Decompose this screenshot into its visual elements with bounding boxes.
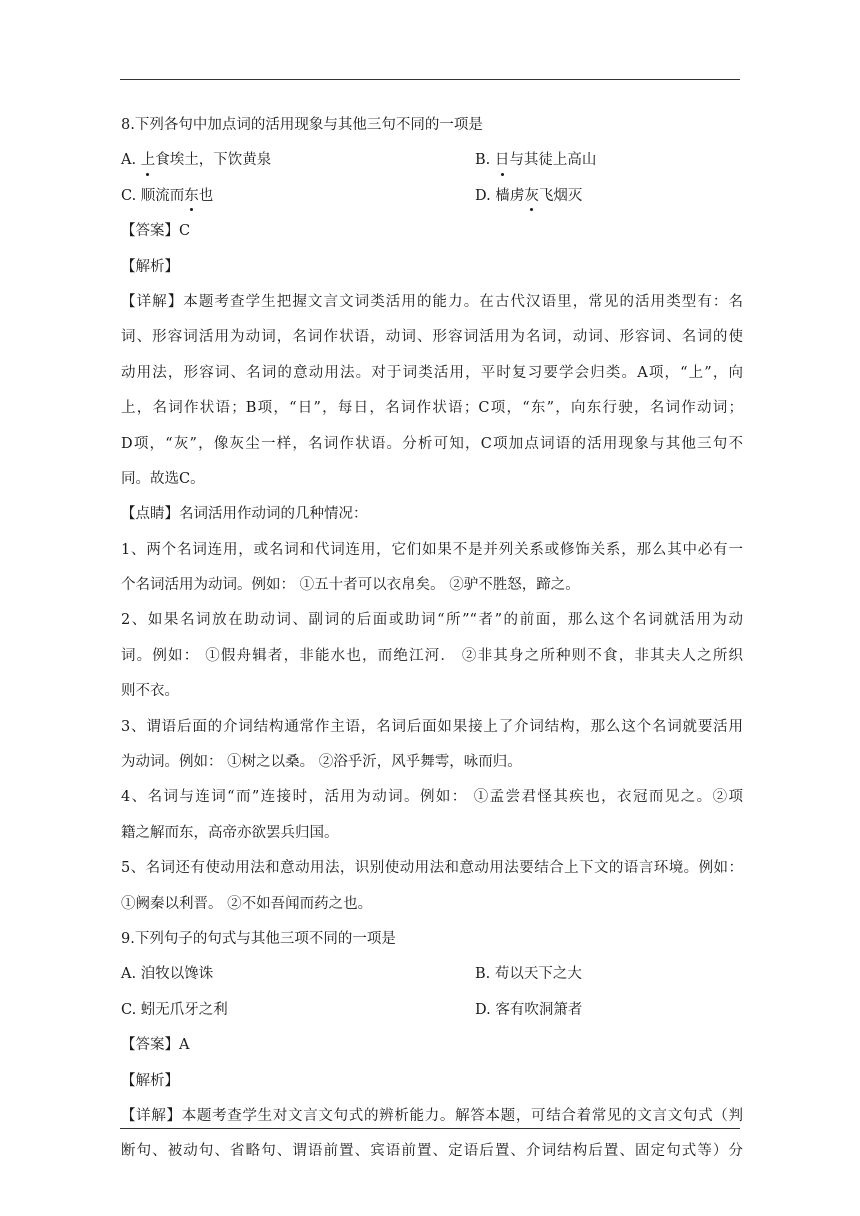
- q8-stem: 8.下列各句中加点词的活用现象与其他三句不同的一项是: [121, 117, 483, 133]
- q8-analysis-heading: 【解析】: [121, 258, 179, 275]
- q8-answer: 【答案】C: [121, 223, 191, 240]
- dotted-word: 灰: [524, 179, 539, 214]
- q8-option-a: A. 上食埃土，下饮黄泉: [121, 143, 475, 178]
- header-rule: [120, 79, 740, 80]
- q8-tips-line: 5、名词还有使动用法和意动用法，识别使动用法和意动用法要结合上下文的语言环境。例如：: [121, 860, 743, 877]
- q8-detail-line: 动用法，形容词、名词的意动用法。对于词类活用，平时复习要学会归类。A项，“上”，向: [121, 364, 743, 381]
- q8-tips-line: 词。例如： ①假舟辑者，非能水也，而绝江河． ②非其身之所种则不食，非其夫人之所织: [121, 647, 743, 664]
- q8-tips-line: 4、名词与连词“而”连接时，活用为动词。例如： ①孟尝君怪其疾也，衣冠而见之。②项: [121, 789, 743, 806]
- dotted-word: 东: [184, 179, 199, 214]
- q8-detail-line: 【详解】本题考查学生把握文言文词类活用的能力。在古代汉语里，常见的活用类型有：名: [121, 293, 743, 310]
- q8-tips-line: 为动词。例如： ①树之以桑。 ②浴乎沂，风乎舞雩，咏而归。: [121, 754, 522, 771]
- q9-options-row-2: [121, 993, 743, 1028]
- q8-detail-line: D项，“灰”，像灰尘一样，名词作状语。分析可知，C项加点词语的活用现象与其他三句不: [121, 435, 743, 452]
- q9-option-d: D. 客有吹洞箫者: [475, 1001, 583, 1018]
- q8-option-c: C. 顺流而东也: [121, 179, 475, 214]
- q9-detail-line: 断句、被动句、省略句、谓语前置、宾语前置、定语后置、介词结构后置、固定句式等）分: [121, 1143, 743, 1160]
- dotted-word: 日: [495, 143, 510, 178]
- q8-options-row-2: [121, 179, 743, 214]
- q9-detail-line: 【详解】本题考查学生对文言文句式的辨析能力。解答本题，可结合着常见的文言文句式（判: [121, 1107, 743, 1124]
- q8-option-b: B. 日与其徒上高山: [475, 143, 596, 178]
- q9-option-a: A. 洎牧以馋诛: [121, 966, 214, 983]
- q8-tips-line: ①阙秦以利晋。 ②不如吾闻而药之也。: [121, 895, 373, 912]
- q8-tips-line: 1、两个名词连用，或名词和代词连用，它们如果不是并列关系或修饰关系，那么其中必有一: [121, 541, 743, 558]
- q8-detail-line: 词、形容词活用为动词，名词作状语，动词、形容词活用为名词，动词、形容词、名词的使: [121, 329, 743, 346]
- dotted-word: 上: [141, 143, 156, 178]
- q9-analysis-heading: 【解析】: [121, 1072, 179, 1089]
- q9-option-b: B. 苟以天下之大: [475, 966, 582, 983]
- q8-tips-heading: 【点睛】名词活用作动词的几种情况：: [121, 506, 368, 523]
- document-body: [121, 108, 743, 1170]
- q9-stem: 9.下列句子的句式与其他三项不同的一项是: [121, 930, 396, 947]
- q8-tips-line: 2、如果名词放在助动词、副词的后面或助词“所”“者”的前面，那么这个名词就活用为动: [121, 612, 743, 629]
- q8-option-d: D. 樯虏灰飞烟灭: [475, 179, 582, 214]
- q8-detail-line: 同。故选C。: [121, 470, 205, 487]
- footer-rule: [120, 1128, 740, 1129]
- q8-tips-line: 3、谓语后面的介词结构通常作主语，名词后面如果接上了介词结构，那么这个名词就要活用: [121, 718, 743, 735]
- q9-option-c: C. 蚓无爪牙之利: [121, 1001, 228, 1018]
- q9-options-row-1: [121, 957, 743, 992]
- q8-tips-line: 籍之解而东，高帝亦欲罢兵归国。: [121, 824, 339, 841]
- q8-options-row-1: [121, 143, 743, 178]
- q8-tips-line: 则不衣。: [121, 683, 179, 700]
- q8-detail-line: 上，名词作状语；B项，“日”，每日，名词作状语；C项，“东”，向东行驶，名词作动词；: [121, 400, 743, 417]
- q9-answer: 【答案】A: [121, 1037, 190, 1054]
- q8-tips-line: 个名词活用为动词。例如： ①五十者可以衣帛矣。 ②驴不胜怒，蹄之。: [121, 577, 580, 594]
